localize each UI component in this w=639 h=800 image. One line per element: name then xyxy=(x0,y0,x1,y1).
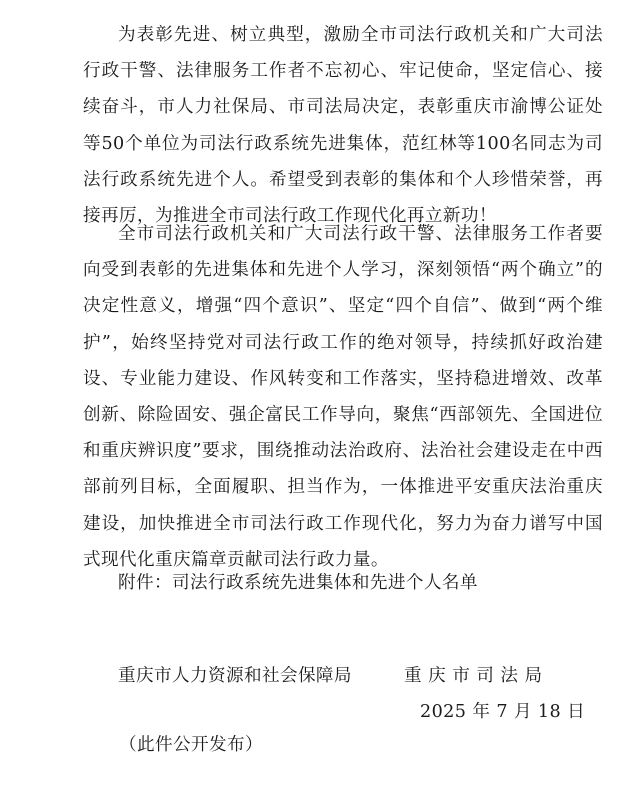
issuer-justice-bureau: 重庆市司法局 xyxy=(404,666,549,686)
body-paragraph-2: 全市司法行政机关和广大司法行政干警、法律服务工作者要向受到表彰的先进集体和先进个人学习，深刻领悟“两个确立”的决定性意义，增强“四个意识”、坚定“四个自信”、做到“两个维护”，始终坚持党对司法行政工作的绝对领导，持续抓好政治建设、专业能力建设、作风转变和工作落实，坚持稳进增效、改革创新、除险固安、强企富民工作导向，聚焦“西部领先、全国进位和重庆辨识度”要求，围绕推动法治政府、法治社会建设走在中西部前列目标，全面履职、担当作为，一体推进平安重庆法治重庆建设，加快推进全市司法行政工作现代化，努力为奋力谱写中国式现代化重庆篇章贡献司法行政力量。 xyxy=(83,224,603,570)
body-paragraph-1: 为表彰先进、树立典型，激励全市司法行政机关和广大司法行政干警、法律服务工作者不忘初心、牢记使命，坚定信心、接续奋斗，市人力社保局、市司法局决定，表彰重庆市渝博公证处等50个单位为司法行政系统先进集体，范红林等100名同志为司法行政系统先进个人。希望受到表彰的集体和个人珍惜荣誉，再接再厉，为推进全市司法行政工作现代化再立新功！ xyxy=(83,25,603,227)
publication-note: （此件公开发布） xyxy=(119,735,263,755)
attachment-line: 附件：司法行政系统先进集体和先进个人名单 xyxy=(118,573,478,593)
issue-date: 2025 年 7 月 18 日 xyxy=(420,702,586,722)
issuer-hr-bureau: 重庆市人力资源和社会保障局 xyxy=(118,666,352,686)
